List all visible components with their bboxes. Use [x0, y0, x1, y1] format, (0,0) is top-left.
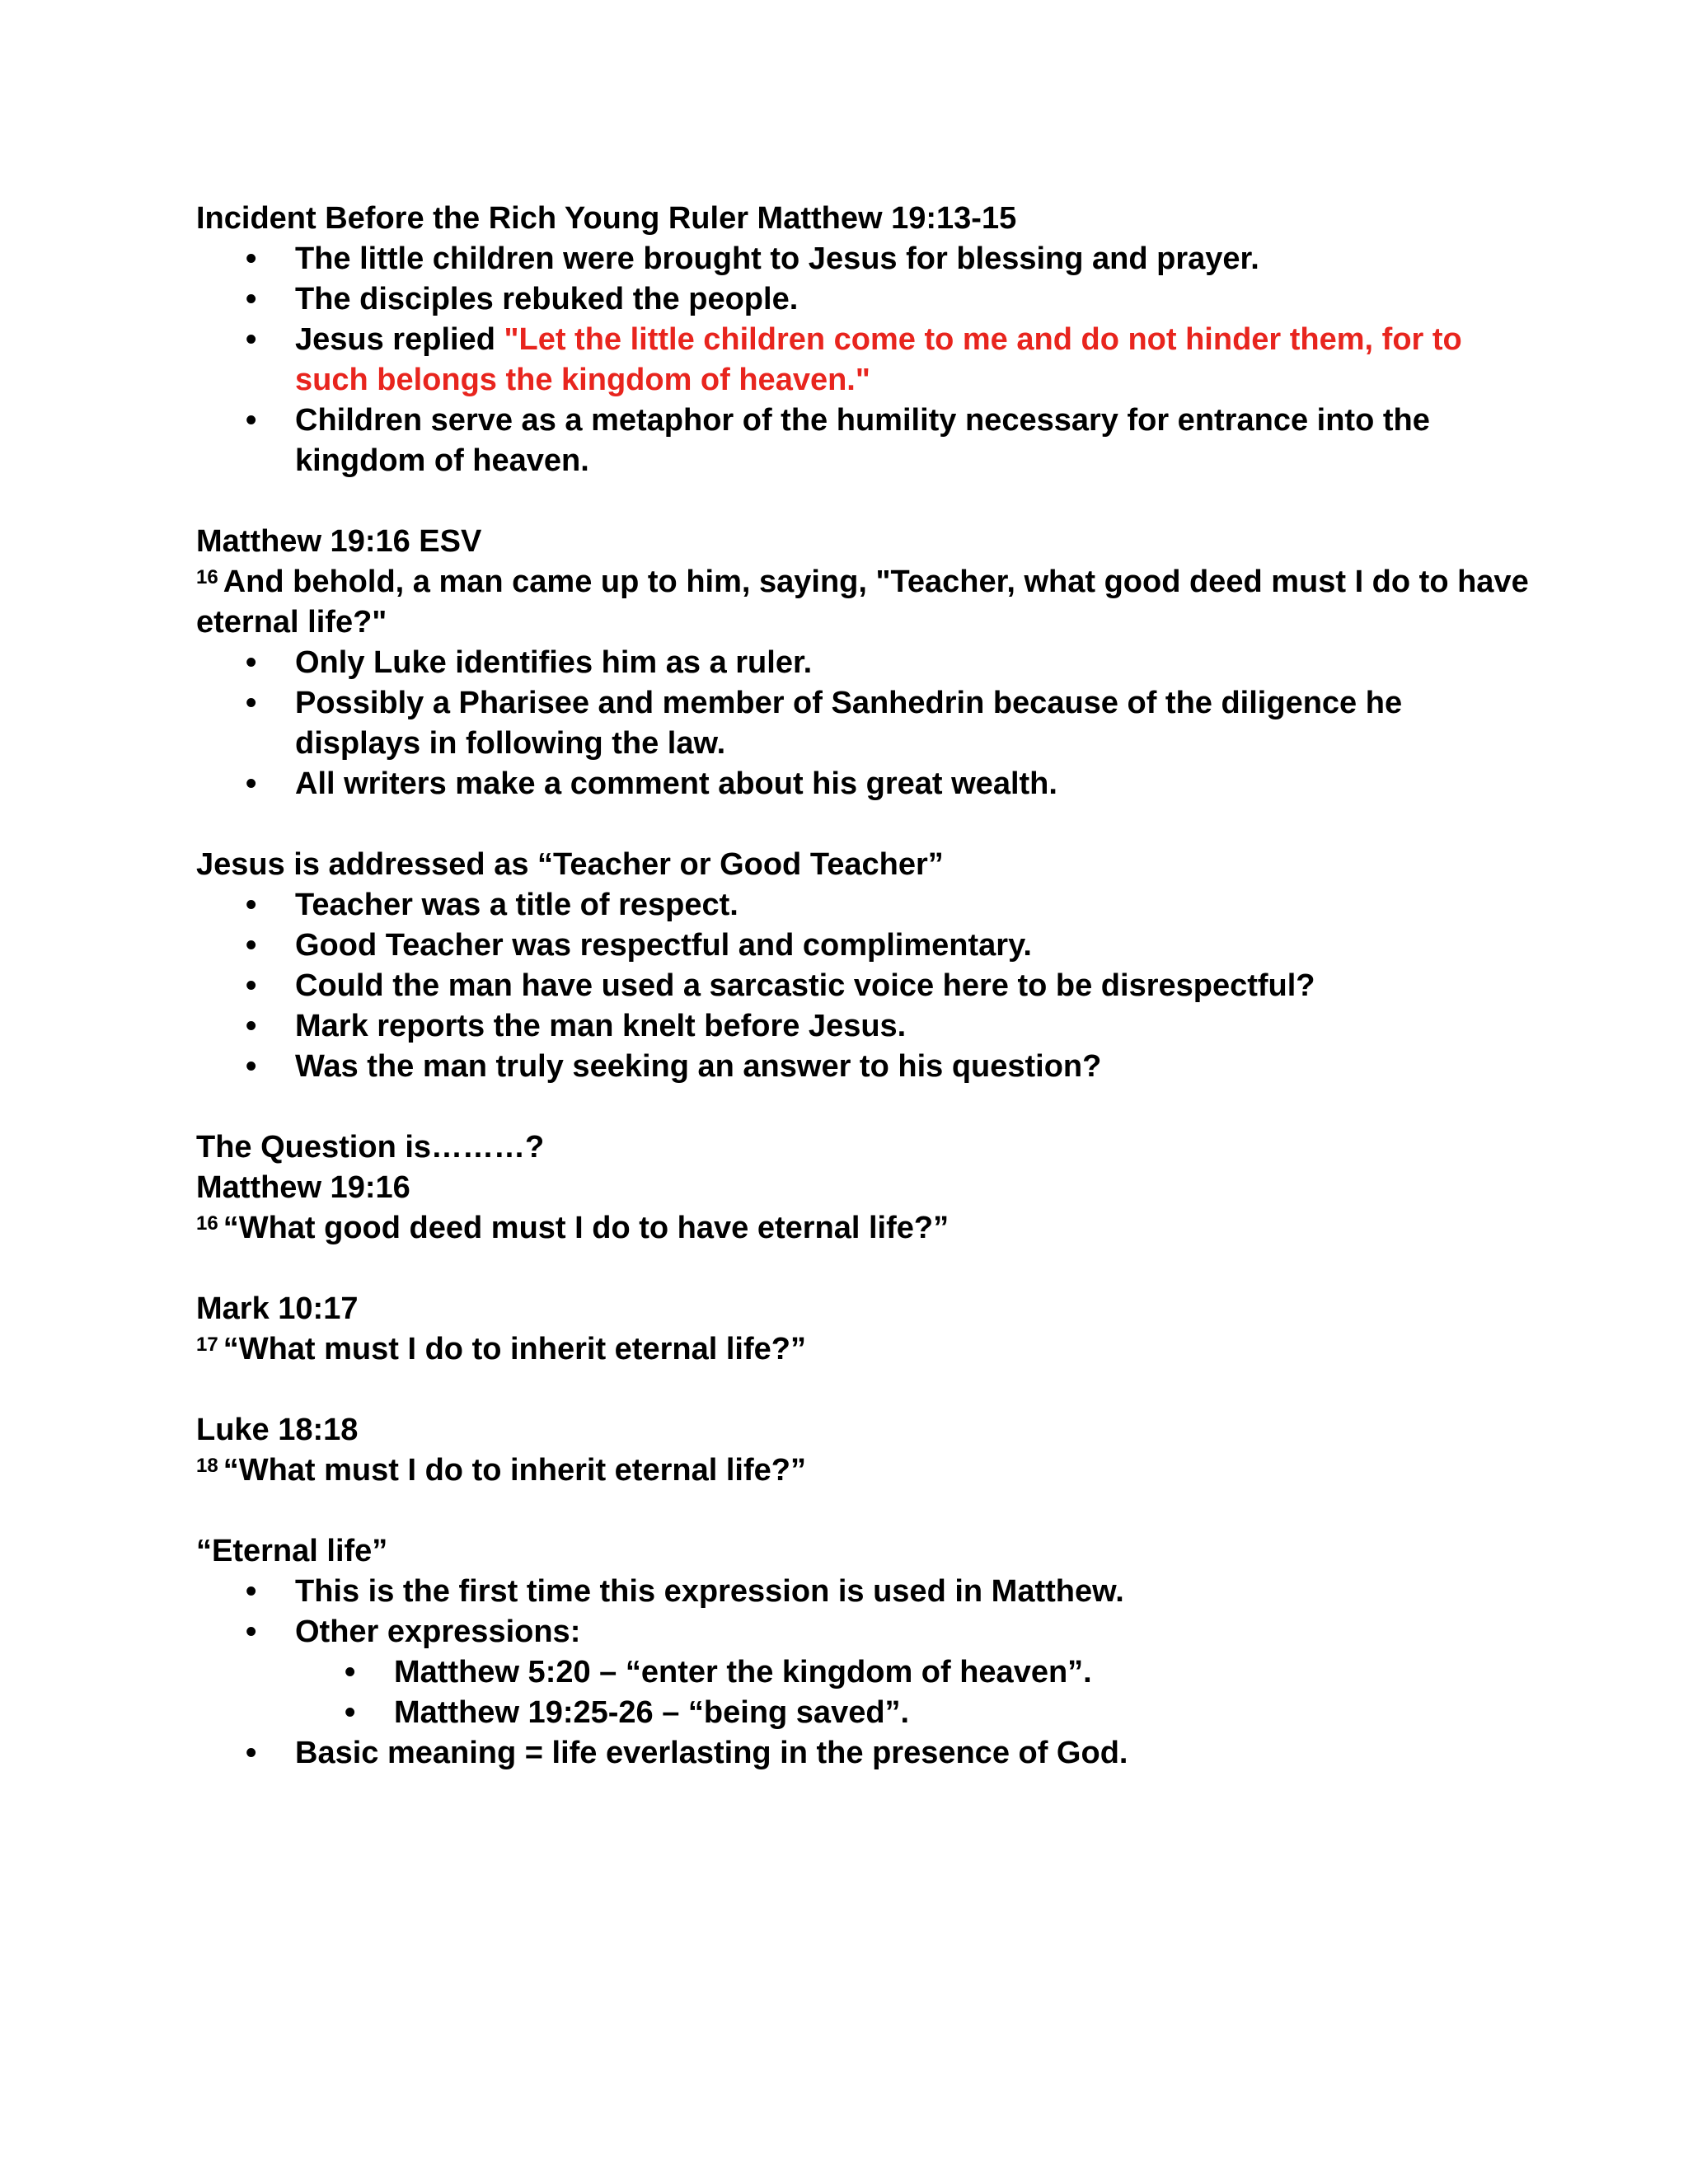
list-item [196, 1047, 1531, 1087]
spacer [196, 1249, 1531, 1289]
list-item [196, 320, 1531, 401]
list-item [196, 1652, 1531, 1693]
list-item [196, 401, 1531, 481]
list-item [196, 764, 1531, 804]
bullet-list [196, 1733, 1531, 1774]
bullet-icon: • [246, 645, 257, 680]
bullet-text: All writers make a comment about his great wealth. [295, 766, 1057, 801]
spacer [196, 1087, 1531, 1127]
spacer [196, 481, 1531, 522]
bullet-text: Was the man truly seeking an answer to his question? [295, 1049, 1102, 1084]
verse [196, 1451, 1531, 1491]
bullet-icon: • [246, 282, 257, 316]
list-item [196, 885, 1531, 926]
bullet-list [196, 643, 1531, 804]
verse-text: And behold, a man came up to him, saying, "Teacher, what good deed must I do to have eternal life?" [196, 565, 1529, 640]
bullet-text: Jesus replied [295, 322, 504, 357]
bullet-icon: • [246, 322, 257, 357]
list-item [196, 926, 1531, 966]
bullet-icon: • [246, 686, 257, 720]
section-teacher-address [196, 845, 1531, 1087]
bullet-text: Other expressions: [295, 1615, 581, 1649]
bullet-text: Basic meaning = life everlasting in the presence of God. [295, 1736, 1128, 1770]
section-children-incident [196, 199, 1531, 481]
section-eternal-life [196, 1531, 1531, 1774]
bullet-icon: • [246, 968, 257, 1003]
scripture-reference: Luke 18:18 [196, 1413, 359, 1447]
spacer [196, 1370, 1531, 1410]
bullet-icon: • [246, 766, 257, 801]
section-heading: Matthew 19:16 ESV [196, 524, 482, 559]
spacer [196, 804, 1531, 845]
sub-bullet-list [196, 1652, 1531, 1733]
section-heading: “Eternal life” [196, 1534, 388, 1568]
bullet-icon: • [246, 1574, 257, 1609]
verse [196, 1329, 1531, 1370]
bullet-icon: • [246, 888, 257, 922]
list-item [196, 1572, 1531, 1612]
section-heading: The Question is………? [196, 1130, 545, 1165]
verse [196, 1208, 1531, 1249]
section-the-question [196, 1127, 1531, 1491]
bullet-icon: • [246, 403, 257, 438]
spacer [196, 1491, 1531, 1531]
bullet-text: Only Luke identifies him as a ruler. [295, 645, 813, 680]
bullet-text: Mark reports the man knelt before Jesus. [295, 1009, 907, 1043]
bullet-text: Teacher was a title of respect. [295, 888, 738, 922]
verse-text: “What must I do to inherit eternal life?” [223, 1332, 806, 1366]
bullet-text: Possibly a Pharisee and member of Sanhedrin because of the diligence he displays in following the law. [295, 686, 1403, 761]
verse-text: “What good deed must I do to have eternal life?” [223, 1211, 950, 1245]
bullet-text: Good Teacher was respectful and complimentary. [295, 928, 1032, 963]
bullet-text: The disciples rebuked the people. [295, 282, 799, 316]
document-page [196, 199, 1531, 1774]
bullet-text: This is the first time this expression is used in Matthew. [295, 1574, 1124, 1609]
bullet-icon: • [345, 1655, 356, 1690]
list-item [196, 683, 1531, 764]
section-matthew-19-16 [196, 522, 1531, 804]
bullet-icon: • [345, 1695, 356, 1730]
list-item [196, 966, 1531, 1006]
section-heading: Jesus is addressed as “Teacher or Good Teacher” [196, 847, 944, 882]
verse-number: 17 [196, 1333, 218, 1356]
list-item [196, 239, 1531, 279]
scripture-reference: Matthew 19:16 [196, 1170, 410, 1205]
bullet-icon: • [246, 1615, 257, 1649]
bullet-icon: • [246, 1009, 257, 1043]
jesus-quote: "Let the little children come to me and do not hinder them, for to such belongs the kingdom of heaven." [295, 322, 1462, 397]
bullet-list [196, 1572, 1531, 1652]
bullet-text: Matthew 5:20 – “enter the kingdom of heaven”. [394, 1655, 1092, 1690]
list-item [196, 1006, 1531, 1047]
bullet-icon: • [246, 241, 257, 276]
verse-number: 16 [196, 1212, 218, 1235]
verse-number: 16 [196, 566, 218, 588]
bullet-text: Could the man have used a sarcastic voice here to be disrespectful? [295, 968, 1315, 1003]
bullet-text: Matthew 19:25-26 – “being saved”. [394, 1695, 910, 1730]
list-item [196, 643, 1531, 683]
list-item [196, 1733, 1531, 1774]
verse-text: “What must I do to inherit eternal life?” [223, 1453, 806, 1488]
verse-number: 18 [196, 1455, 218, 1477]
section-heading: Incident Before the Rich Young Ruler Matthew 19:13-15 [196, 201, 1017, 236]
list-item [196, 1612, 1531, 1652]
bullet-icon: • [246, 1736, 257, 1770]
verse [196, 562, 1531, 643]
list-item [196, 1693, 1531, 1733]
bullet-text: The little children were brought to Jesus for blessing and prayer. [295, 241, 1259, 276]
bullet-list [196, 239, 1531, 481]
list-item [196, 279, 1531, 320]
bullet-icon: • [246, 1049, 257, 1084]
bullet-icon: • [246, 928, 257, 963]
scripture-reference: Mark 10:17 [196, 1291, 359, 1326]
bullet-list [196, 885, 1531, 1087]
bullet-text: Children serve as a metaphor of the humility necessary for entrance into the kingdom of heaven. [295, 403, 1430, 478]
